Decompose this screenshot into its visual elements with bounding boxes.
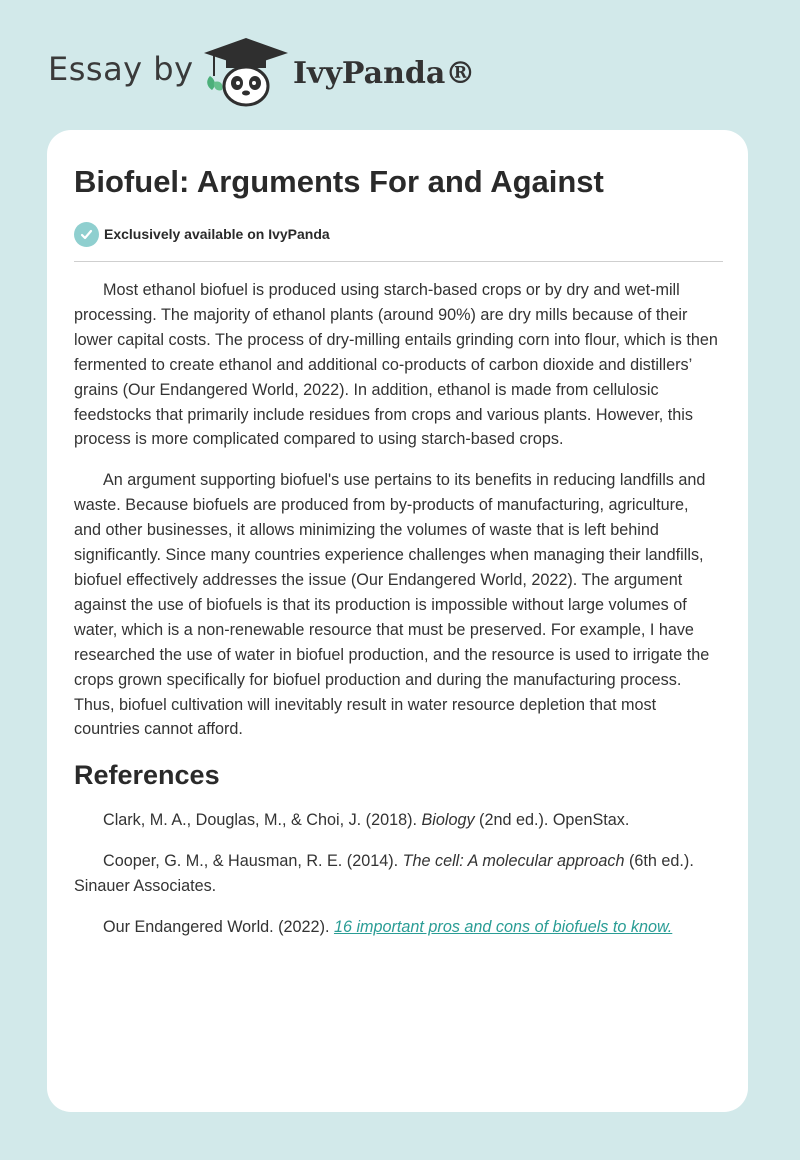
check-icon <box>74 222 99 247</box>
exclusive-badge <box>74 221 330 247</box>
essay-card <box>47 130 748 1112</box>
page-title: Biofuel: Arguments For and Against <box>74 164 604 199</box>
divider <box>74 261 723 262</box>
reference-item: Our Endangered World. (2022). 16 important pros and cons of biofuels to know. <box>103 918 673 937</box>
site-header <box>0 0 800 120</box>
references-heading: References <box>74 760 220 791</box>
paragraph: Most ethanol biofuel is produced using starch-based crops or by dry and wet-mill processing. The majority of ethanol plants (around 90%) are dry mills because of their lower capital costs. The process of dry-milling entails grinding corn into flour, which is then fermented to create ethanol and additional co-products of carbon dioxide and distillers’ grains (Our Endangered World, 2022). In addition, ethanol is made from cellulosic feedstocks that primarily include residues from crops and various plants. However, this process is more complicated compared to using starch-based crops. <box>74 281 718 449</box>
paragraph: An argument supporting biofuel's use pertains to its benefits in reducing landfills and waste. Because biofuels are produced from by-products of manufacturing, agriculture, and other businesses, it allows minimizing the volumes of waste that is left behind significantly. Since many countries experience challenges when managing their landfills, biofuel effectively addresses the issue (Our Endangered World, 2022). The argument against the use of biofuels is that its production is impossible without large volumes of water, which is a non-renewable resource that must be preserved. For example, I have researched the use of water in biofuel production, and the resource is used to irrigate the crops grown specifically for biofuel production and during the manufacturing process. Thus, biofuel cultivation will inevitably result in water resource depletion that most countries cannot afford. <box>74 471 710 739</box>
reference-link[interactable]: 16 important pros and cons of biofuels to know. <box>333 918 673 937</box>
reference-item: Cooper, G. M., & Hausman, R. E. (2014). The cell: A molecular approach (6th ed.). Sinauer Associates. <box>74 852 694 896</box>
brand-name[interactable]: IvyPanda® <box>293 56 476 91</box>
exclusive-badge-label: Exclusively available on IvyPanda <box>104 226 330 242</box>
panda-graduate-icon <box>200 36 292 108</box>
essay-content <box>74 278 720 956</box>
reference-item: Clark, M. A., Douglas, M., & Choi, J. (2018). Biology (2nd ed.). OpenStax. <box>103 811 630 830</box>
essay-by-label: Essay by <box>48 50 194 88</box>
